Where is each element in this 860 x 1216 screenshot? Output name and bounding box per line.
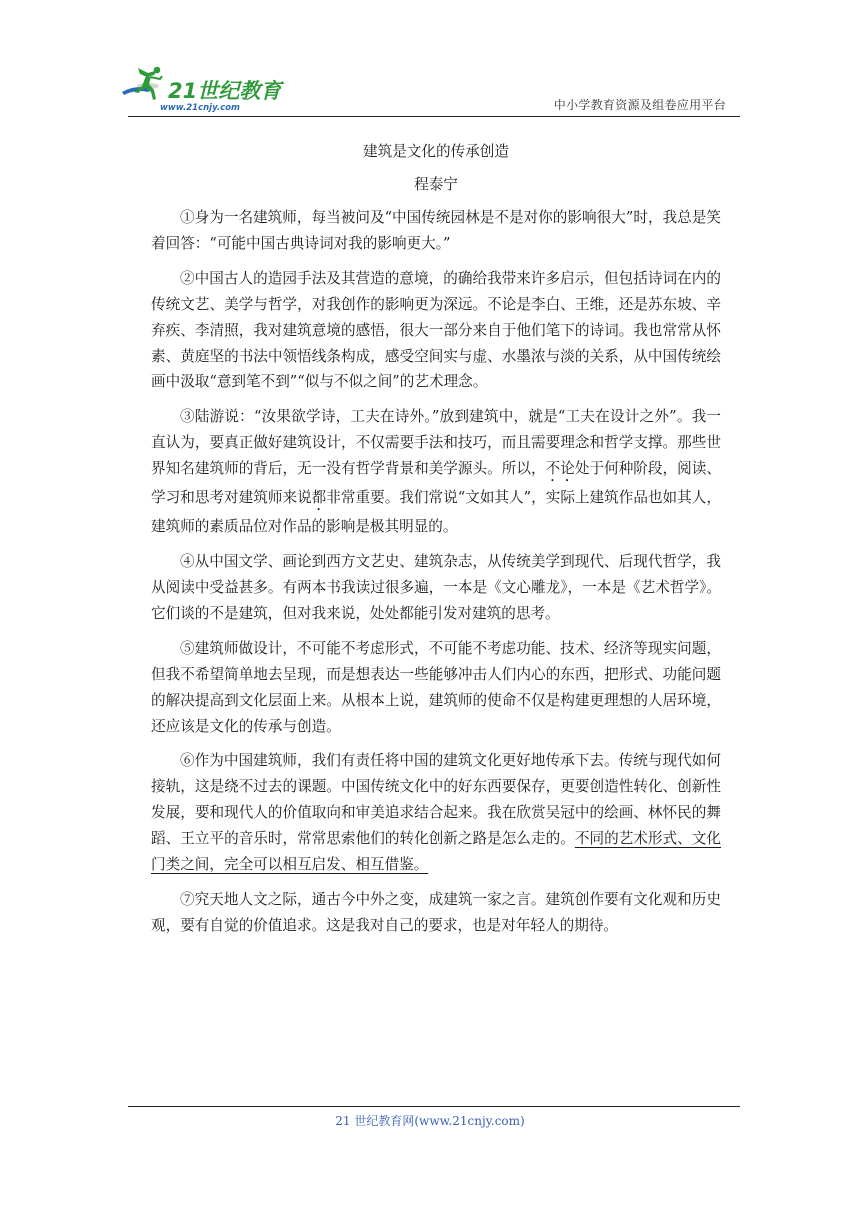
paragraph-1: ①身为一名建筑师，每当被问及“中国传统园林是不是对你的影响很大”时，我总是笑着回答：“可能中国古典诗词对我的影响更大。” [151,209,721,252]
platform-tagline: 中小学教育资源及组卷应用平台 [553,98,726,112]
paragraph-3-part-c: 非常重要。我们常说“文如其人”，实际上建筑作品也如其人，建筑师的素质品位对作品的影响是极其明显的。 [151,489,721,536]
page-header [118,62,738,114]
logo-main-text: 21世纪教育 [168,79,282,103]
logo-url-text: www.21cnjy.com [160,103,240,113]
footer-divider [128,1106,740,1107]
article-author: 程泰宁 [414,176,458,193]
site-logo[interactable] [118,62,293,114]
paragraph-6-text: ⑥作为中国建筑师，我们有责任将中国的建筑文化更好地传承下去。传统与现代如何接轨，这是绕不过去的课题。中国传统文化中的好东西要保存，更要创造性转化、创新性发展，要和现代人的价值取向和审美追求结合起来。我在欣赏吴冠中的绘画、林怀民的舞蹈、王立平的音乐时，常常思索他们的转化创新之路是怎么走的。 [151,752,721,848]
article [151,138,721,948]
underlined-sentence: 不同的艺术形式、文化门类之间，完全可以相互启发、相互借鉴。 [151,830,721,874]
article-title: 建筑是文化的传承创造 [363,143,509,160]
paragraph-3 [151,404,721,540]
paragraph-6 [151,748,721,878]
runner-icon [122,67,162,100]
paragraph-3-part-b: 处于何种阶段，阅读、学习和思考对建筑师来说 [151,460,721,507]
paragraph-7: ⑦究天地人文之际，通古今中外之变，成建筑一家之言。建筑创作要有文化观和历史观，要有自觉的价值追求。这是我对自己的要求，也是对年轻人的期待。 [151,890,721,934]
footer-link[interactable]: 21 世纪教育网(www.21cnjy.com) [335,1114,525,1128]
emphasis-dou: 都 [311,489,327,507]
paragraph-4: ④从中国文学、画论到西方文艺史、建筑杂志，从传统美学到现代、后现代哲学，我从阅读中受益甚多。有两本书我读过很多遍，一本是《文心雕龙》，一本是《艺术哲学》。它们谈的不是建筑，但对我来说，处处都能引发对建筑的思考。 [151,553,721,622]
paragraph-2: ②中国古人的造园手法及其营造的意境，的确给我带来许多启示，但包括诗词在内的传统文艺、美学与哲学，对我创作的影响更为深远。不论是李白、王维，还是苏东坡、辛弃疾、李清照，我对建筑意境的感悟，很大一部分来自于他们笔下的诗词。我也常常从怀素、黄庭坚的书法中领悟线条构成，感受空间实与虚、水墨浓与淡的关系，从中国传统绘画中汲取“意到笔不到”“似与不似之间”的艺术理念。 [151,269,721,391]
emphasis-bulun: 不论 [545,460,575,478]
paragraph-5: ⑤建筑师做设计，不可能不考虑形式，不可能不考虑功能、技术、经济等现实问题，但我不希望简单地去呈现，而是想表达一些能够冲击人们内心的东西，把形式、功能问题的解决提高到文化层面上来。从根本上说，建筑师的使命不仅是构建更理想的人居环境，还应该是文化的传承与创造。 [151,639,721,735]
header-divider [128,116,740,117]
paragraph-3-part-a: ③陆游说：“汝果欲学诗，工夫在诗外。”放到建筑中，就是“工夫在设计之外”。我一直认为，要真正做好建筑设计，不仅需要手法和技巧，而且需要理念和哲学支撑。那些世界知名建筑师的背后，无一没有哲学背景和美学源头。所以， [151,408,721,478]
article-body [151,205,721,939]
